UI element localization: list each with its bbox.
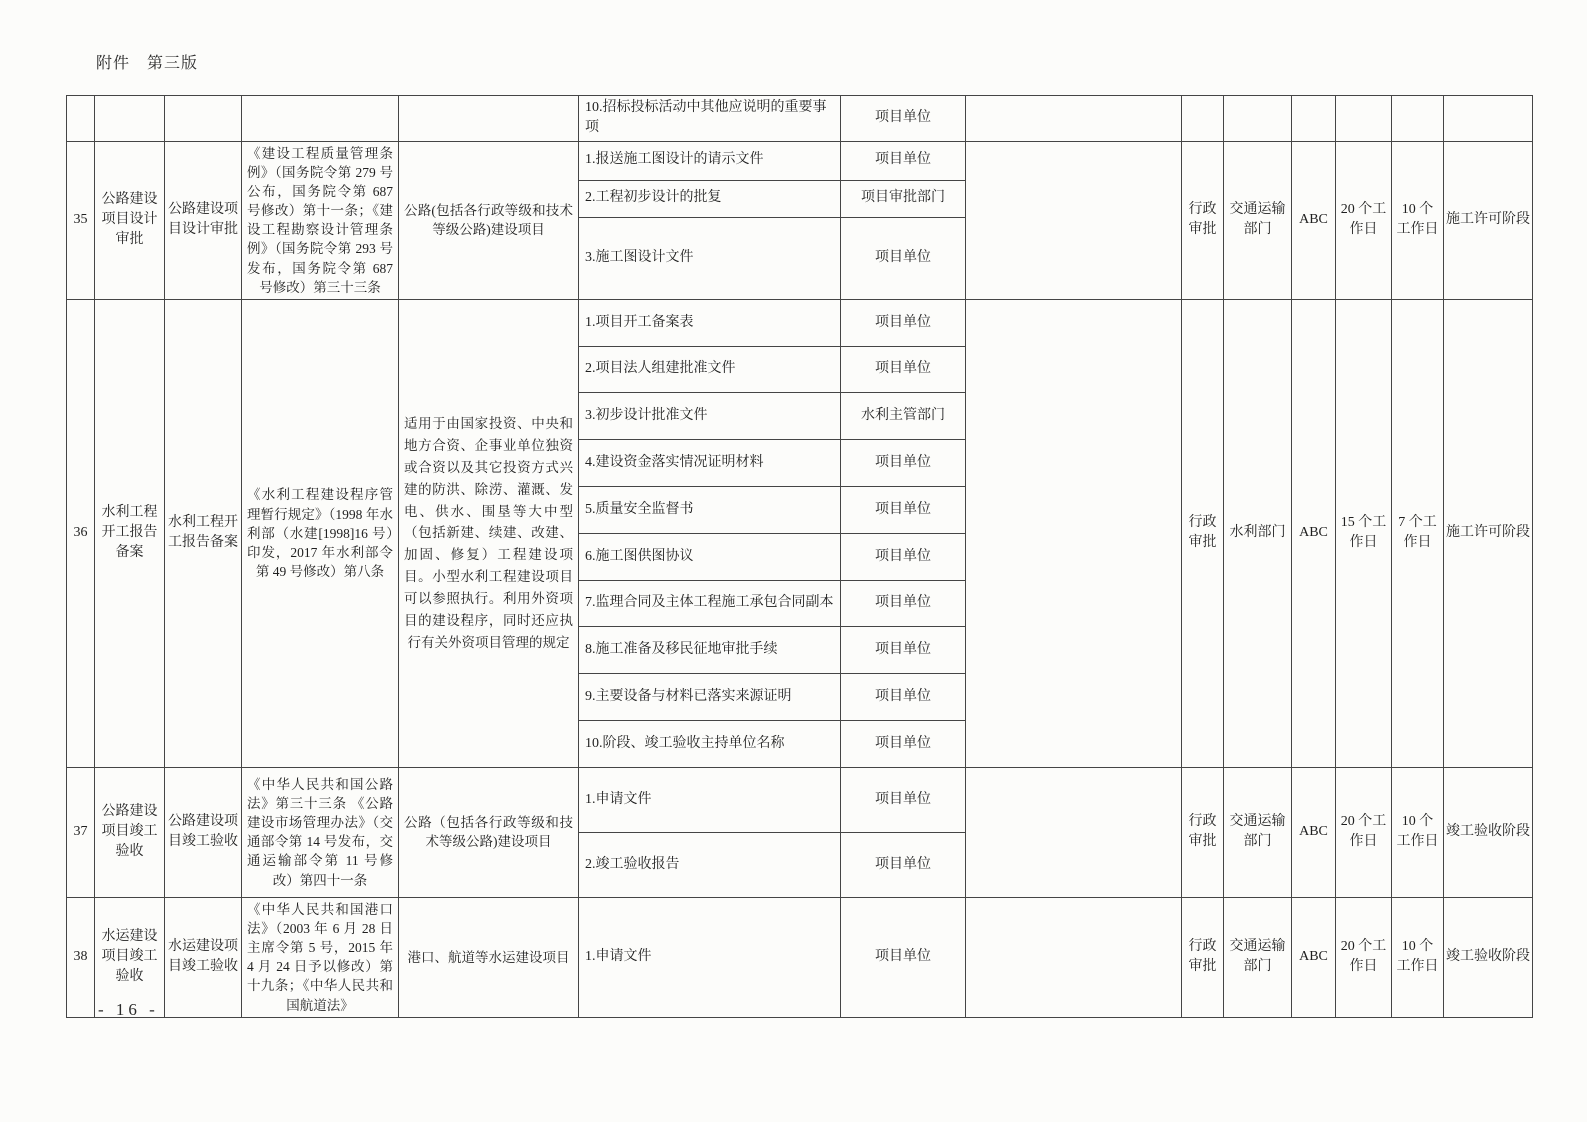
cell-material-name: 6.施工图供图协议 xyxy=(579,533,841,580)
cell-material-source: 项目单位 xyxy=(841,217,966,299)
table-row xyxy=(67,767,1533,832)
cell-material-source: 项目单位 xyxy=(841,346,966,393)
cell-reduced-time-limit: 10 个工作日 xyxy=(1392,767,1444,897)
cell-scope: 公路(包括各行政等级和技术等级公路)建设项目 xyxy=(399,141,579,299)
cell-empty xyxy=(67,96,95,142)
cell-material-source: 项目单位 xyxy=(841,674,966,721)
table-row xyxy=(67,299,1533,346)
cell-material-name: 10.阶段、竣工验收主持单位名称 xyxy=(579,721,841,768)
cell-empty xyxy=(1444,96,1533,142)
cell-material-name: 1.申请文件 xyxy=(579,897,841,1017)
cell-department: 水利部门 xyxy=(1224,299,1292,767)
cell-sub-item: 公路建设项目设计审批 xyxy=(165,141,242,299)
cell-blank xyxy=(966,767,1182,897)
cell-material-source: 项目单位 xyxy=(841,627,966,674)
cell-material-name: 2.项目法人组建批准文件 xyxy=(579,346,841,393)
cell-department: 交通运输部门 xyxy=(1224,141,1292,299)
cell-material-name: 8.施工准备及移民征地审批手续 xyxy=(579,627,841,674)
cell-material-source: 项目单位 xyxy=(841,721,966,768)
cell-grade: ABC xyxy=(1292,897,1336,1017)
cell-stage: 施工许可阶段 xyxy=(1444,299,1533,767)
cell-department: 交通运输部门 xyxy=(1224,767,1292,897)
cell-empty xyxy=(399,96,579,142)
cell-sub-item: 水利工程开工报告备案 xyxy=(165,299,242,767)
cell-material-name: 7.监理合同及主体工程施工承包合同副本 xyxy=(579,580,841,627)
cell-material-name: 4.建设资金落实情况证明材料 xyxy=(579,440,841,487)
cell-department: 交通运输部门 xyxy=(1224,897,1292,1017)
cell-material-source: 项目审批部门 xyxy=(841,180,966,217)
cell-material-name: 9.主要设备与材料已落实来源证明 xyxy=(579,674,841,721)
cell-material-name: 3.初步设计批准文件 xyxy=(579,393,841,440)
cell-stage: 施工许可阶段 xyxy=(1444,141,1533,299)
cell-scope: 适用于由国家投资、中央和地方合资、企事业单位独资或合资以及其它投资方式兴建的防洪、除涝、灌溉、发电、供水、围垦等大中型（包括新建、续建、改建、加固、修复）工程建设项目。小型水利工程建设项目可以参照执行。利用外资项目的建设程序，同时还应执行有关外资项目管理的规定 xyxy=(399,299,579,767)
cell-grade: ABC xyxy=(1292,767,1336,897)
cell-empty xyxy=(1224,96,1292,142)
cell-seq-no: 36 xyxy=(67,299,95,767)
cell-reduced-time-limit: 10 个工作日 xyxy=(1392,897,1444,1017)
cell-reduced-time-limit: 10 个工作日 xyxy=(1392,141,1444,299)
cell-approval-type: 行政审批 xyxy=(1182,299,1224,767)
attachment-note: 附件 第三版 xyxy=(96,55,199,72)
cell-legal-basis: 《水利工程建设程序管理暂行规定》（1998 年水利部（水建[1998]16 号）印发，2017 年水利部令第 49 号修改）第八条 xyxy=(242,299,399,767)
cell-scope: 公路（包括各行政等级和技术等级公路)建设项目 xyxy=(399,767,579,897)
cell-blank xyxy=(966,897,1182,1017)
cell-stage: 竣工验收阶段 xyxy=(1444,767,1533,897)
cell-material-source: 项目单位 xyxy=(841,141,966,180)
table-row xyxy=(67,96,1533,142)
cell-approval-type: 行政审批 xyxy=(1182,767,1224,897)
cell-empty xyxy=(1182,96,1224,142)
table-row xyxy=(67,897,1533,1017)
cell-material-name: 1.报送施工图设计的请示文件 xyxy=(579,141,841,180)
cell-material-source: 水利主管部门 xyxy=(841,393,966,440)
cell-empty xyxy=(242,96,399,142)
cell-empty xyxy=(165,96,242,142)
cell-empty xyxy=(95,96,165,142)
cell-item-name: 公路建设项目竣工验收 xyxy=(95,767,165,897)
cell-time-limit: 15 个工作日 xyxy=(1336,299,1392,767)
cell-material-name: 1.申请文件 xyxy=(579,767,841,832)
cell-material-source: 项目单位 xyxy=(841,533,966,580)
cell-empty xyxy=(1336,96,1392,142)
cell-legal-basis: 《建设工程质量管理条例》（国务院令第 279 号公布，国务院令第 687 号修改）第十一条；《建设工程勘察设计管理条例》（国务院令第 293 号发布，国务院令第 687 号修改）第三十三条 xyxy=(242,141,399,299)
cell-material-source: 项目单位 xyxy=(841,580,966,627)
cell-grade: ABC xyxy=(1292,141,1336,299)
cell-seq-no: 37 xyxy=(67,767,95,897)
cell-seq-no: 35 xyxy=(67,141,95,299)
cell-legal-basis: 《中华人民共和国公路法》第三十三条 《公路建设市场管理办法》（交通部令第 14 号发布，交通运输部令第 11 号修改）第四十一条 xyxy=(242,767,399,897)
cell-seq-no: 38 xyxy=(67,897,95,1017)
cell-material-source: 项目单位 xyxy=(841,440,966,487)
cell-material-name: 1.项目开工备案表 xyxy=(579,299,841,346)
cell-blank xyxy=(966,96,1182,142)
cell-item-name: 水利工程开工报告备案 xyxy=(95,299,165,767)
cell-material-source: 项目单位 xyxy=(841,96,966,142)
cell-time-limit: 20 个工作日 xyxy=(1336,897,1392,1017)
cell-material-source: 项目单位 xyxy=(841,299,966,346)
cell-material-source: 项目单位 xyxy=(841,897,966,1017)
cell-sub-item: 水运建设项目竣工验收 xyxy=(165,897,242,1017)
cell-stage: 竣工验收阶段 xyxy=(1444,897,1533,1017)
cell-time-limit: 20 个工作日 xyxy=(1336,767,1392,897)
cell-material-source: 项目单位 xyxy=(841,767,966,832)
cell-blank xyxy=(966,141,1182,299)
cell-approval-type: 行政审批 xyxy=(1182,897,1224,1017)
cell-material-name: 2.竣工验收报告 xyxy=(579,832,841,897)
cell-grade: ABC xyxy=(1292,299,1336,767)
page-number: - 16 - xyxy=(98,1000,159,1019)
cell-sub-item: 公路建设项目竣工验收 xyxy=(165,767,242,897)
cell-material-name: 2.工程初步设计的批复 xyxy=(579,180,841,217)
cell-material-source: 项目单位 xyxy=(841,832,966,897)
cell-approval-type: 行政审批 xyxy=(1182,141,1224,299)
cell-reduced-time-limit: 7 个工作日 xyxy=(1392,299,1444,767)
cell-material-name: 3.施工图设计文件 xyxy=(579,217,841,299)
cell-time-limit: 20 个工作日 xyxy=(1336,141,1392,299)
table-row xyxy=(67,141,1533,180)
cell-item-name: 公路建设项目设计审批 xyxy=(95,141,165,299)
cell-scope: 港口、航道等水运建设项目 xyxy=(399,897,579,1017)
cell-item-name: 水运建设项目竣工验收 xyxy=(95,897,165,1017)
cell-material-name: 10.招标投标活动中其他应说明的重要事项 xyxy=(579,96,841,142)
cell-empty xyxy=(1392,96,1444,142)
cell-material-source: 项目单位 xyxy=(841,487,966,534)
cell-empty xyxy=(1292,96,1336,142)
cell-legal-basis: 《中华人民共和国港口法》（2003 年 6 月 28 日主席令第 5 号，2015 年 4 月 24 日予以修改）第十九条；《中华人民共和国航道法》 xyxy=(242,897,399,1017)
approval-items-table xyxy=(66,95,1533,1018)
cell-material-name: 5.质量安全监督书 xyxy=(579,487,841,534)
cell-blank xyxy=(966,299,1182,767)
